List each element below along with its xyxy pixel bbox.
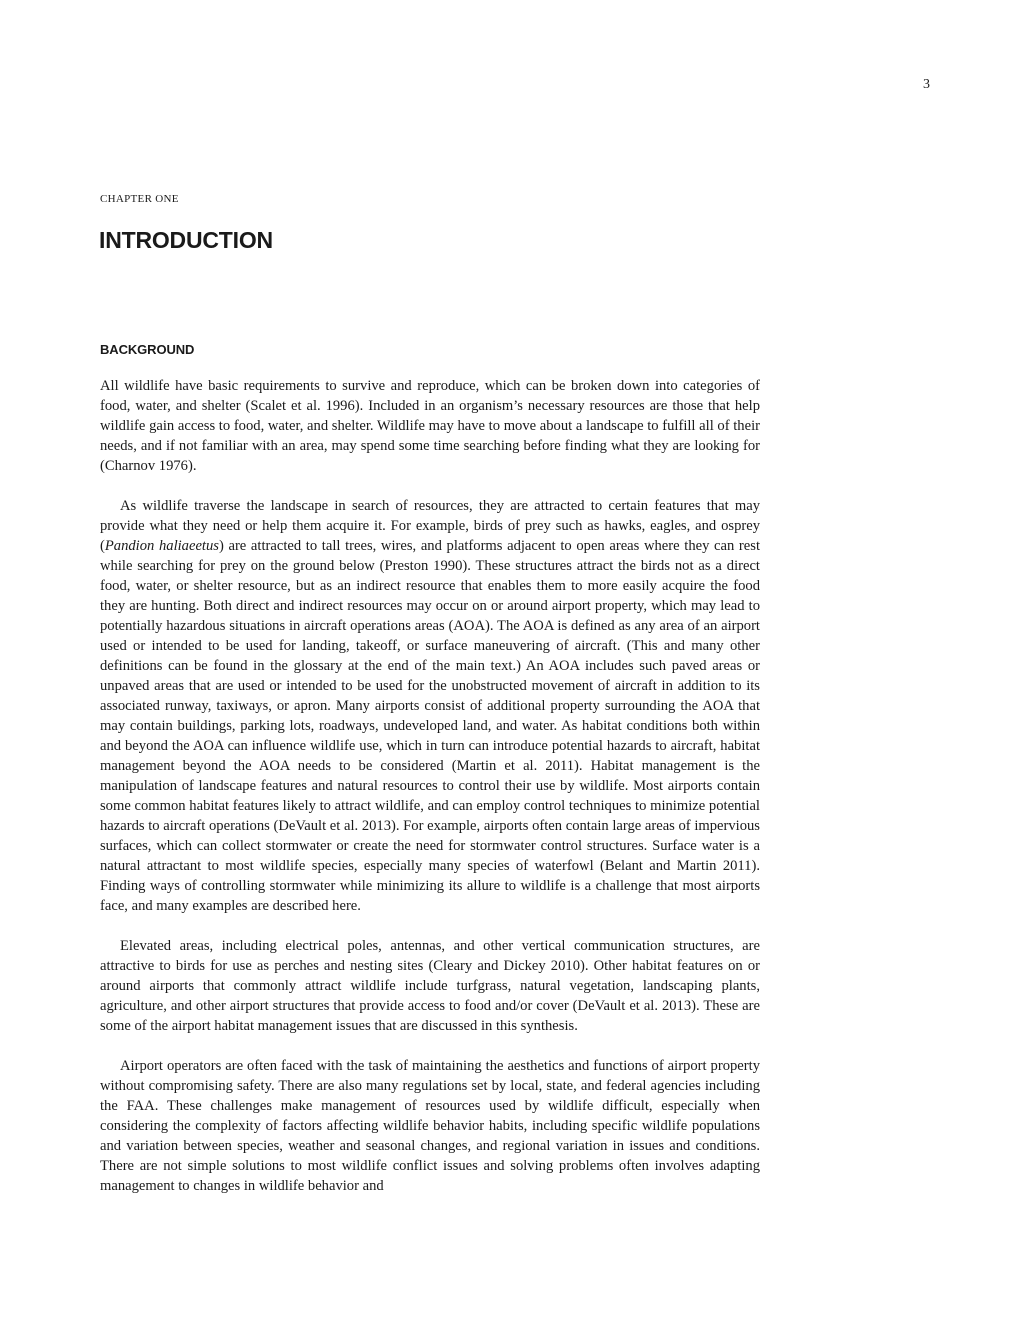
paragraph-4 xyxy=(100,1056,760,1196)
text-segment: ) are attracted to tall trees, wires, and platforms adjacent to open areas where they can rest while searching for prey on the ground below (Preston 1990). These structures attract the birds not as a direct food, water, or shelter resource, but as an indirect resource that enables them to more easily acquire the food they are hunting. Both direct and indirect resources may occur on or around airport property, which may lead to potentially hazardous situations in aircraft operations areas (AOA). The AOA is defined as any area of an airport used or intended to be used for landing, takeoff, or surface maneuvering of aircraft. (This and many other definitions can be found in the glossary at the end of the main text.) An AOA includes such paved areas or unpaved areas that are used or intended to be used for the unobstructed movement of aircraft in addition to its associated runway, taxiways, or apron. Many airports consist of additional property surrounding the AOA that may contain buildings, parking lots, roadways, undeveloped land, and water. As habitat conditions both within and beyond the AOA can influence wildlife use, which in turn can introduce potential hazards to aircraft, habitat management beyond the AOA needs to be considered (Martin et al. 2011). Habitat management is the manipulation of landscape features and natural resources to control their use by wildlife. Most airports contain some common habitat features likely to attract wildlife, and can employ control techniques to minimize potential hazards to aircraft operations (DeVault et al. 2013). For example, airports often contain large areas of impervious surfaces, which can collect stormwater or create the need for stormwater control structures. Surface water is a natural attractant to most wildlife species, especially many species of waterfowl (Belant and Martin 2011). Finding ways of controlling stormwater while minimizing its allure to wildlife is a challenge that most airports face, and many examples are described here. xyxy=(100,538,760,914)
text-segment: As wildlife traverse the landscape in search of resources, they are attracted to certain features that may provide what they need or help them acquire it. For example, birds of prey such as hawks, eagles, and osprey ( xyxy=(100,498,760,554)
page-number: 3 xyxy=(923,77,930,92)
paragraph-2 xyxy=(100,496,760,916)
body-text xyxy=(100,376,760,1196)
chapter-title: INTRODUCTION xyxy=(99,227,273,253)
paragraph-3 xyxy=(100,936,760,1036)
section-heading: BACKGROUND xyxy=(100,342,195,357)
paragraph-1 xyxy=(100,376,760,476)
species-name: Pandion haliaeetus xyxy=(104,538,219,554)
chapter-label: CHAPTER ONE xyxy=(100,193,179,205)
text-segment: All wildlife have basic requirements to survive and reproduce, which can be broken down into categories of food, water, and shelter (Scalet et al. 1996). Included in an organism’s necessary resources are those that help wildlife gain access to food, water, and shelter. Wildlife may have to move about a landscape to fulfill all of their needs, and if not familiar with an area, may spend some time searching before finding what they are looking for (Charnov 1976). xyxy=(100,378,760,474)
text-segment: Airport operators are often faced with the task of maintaining the aesthetics and functions of airport property without compromising safety. There are also many regulations set by local, state, and federal agencies including the FAA. These challenges make management of resources used by wildlife difficult, especially when considering the complexity of factors affecting wildlife behavior habits, including specific wildlife populations and variation between species, weather and seasonal changes, and regional variation in issues and conditions. There are not simple solutions to most wildlife conflict issues and solving problems often involves adapting management to changes in wildlife behavior and xyxy=(100,1058,760,1194)
text-segment: Elevated areas, including electrical poles, antennas, and other vertical communication structures, are attractive to birds for use as perches and nesting sites (Cleary and Dickey 2010). Other habitat features on or around airports that commonly attract wildlife include turfgrass, natural vegetation, landscaping plants, agriculture, and other airport structures that provide access to food and/or cover (DeVault et al. 2013). These are some of the airport habitat management issues that are discussed in this synthesis. xyxy=(100,938,760,1034)
